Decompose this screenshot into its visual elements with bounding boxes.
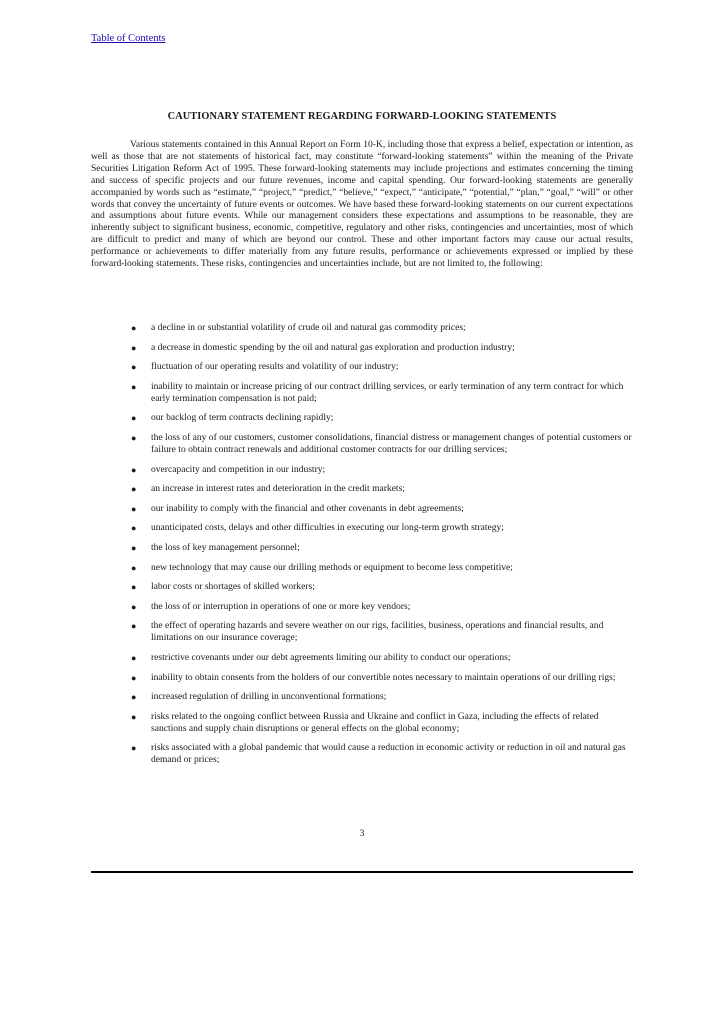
list-item-text: our backlog of term contracts declining rapidly; xyxy=(151,412,334,424)
list-item xyxy=(91,483,633,495)
footer-divider xyxy=(91,871,633,873)
list-item xyxy=(91,691,633,703)
bullet-icon: ● xyxy=(131,692,137,703)
bullet-icon: ● xyxy=(131,743,137,754)
list-item xyxy=(91,562,633,574)
list-item-text: our inability to comply with the financial and other covenants in debt agreements; xyxy=(151,502,464,514)
list-item-text: increased regulation of drilling in unconventional formations; xyxy=(151,691,387,703)
bullet-icon: ● xyxy=(131,711,137,722)
list-item xyxy=(91,542,633,554)
bullet-icon: ● xyxy=(131,381,137,392)
list-item xyxy=(91,711,633,735)
bullet-icon: ● xyxy=(131,621,137,632)
list-item xyxy=(91,342,633,354)
list-item-text: risks related to the ongoing conflict between Russia and Ukraine and conflict in Gaza, including the effects of related sanctions and supply chain disruptions or general effects on the global economy; xyxy=(151,710,599,734)
bullet-icon: ● xyxy=(131,362,137,373)
list-item-text: an increase in interest rates and deterioration in the credit markets; xyxy=(151,483,405,495)
list-item xyxy=(91,601,633,613)
list-item-text: overcapacity and competition in our industry; xyxy=(151,463,326,475)
bullet-icon: ● xyxy=(131,601,137,612)
bullet-icon: ● xyxy=(131,523,137,534)
list-item xyxy=(91,742,633,766)
bullet-icon: ● xyxy=(131,323,137,333)
list-item-text: a decline in or substantial volatility of crude oil and natural gas commodity prices; xyxy=(151,322,466,333)
list-item xyxy=(91,381,633,405)
list-item-text: inability to maintain or increase pricing of our contract drilling services, or early termination of any term contract for which early termination compensation is not paid; xyxy=(151,380,624,404)
bullet-icon: ● xyxy=(131,342,137,353)
list-item-text: a decrease in domestic spending by the oil and natural gas exploration and production industry; xyxy=(151,341,515,353)
risk-factor-list xyxy=(91,322,633,774)
bullet-icon: ● xyxy=(131,432,137,443)
list-item-text: new technology that may cause our drilling methods or equipment to become less competitive; xyxy=(151,561,513,573)
list-item xyxy=(91,503,633,515)
list-item-text: the effect of operating hazards and severe weather on our rigs, facilities, business, operations and financial results, and limitations on our insurance coverage; xyxy=(151,620,604,644)
bullet-icon: ● xyxy=(131,562,137,573)
bullet-icon: ● xyxy=(131,464,137,475)
intro-paragraph: Various statements contained in this Annual Report on Form 10-K, including those that express a belief, expectation or intention, as well as those that are not statements of historical fact, may constitute “forward-looking statements” within the meaning of the Private Securities Litigation Reform Act of 1995. These forward-looking statements may include projections and estimates concerning the timing and success of specific projects and our future revenues, income and capital spending. Our forward-looking statements are generally accompanied by words such as “estimate,” “project,” “predict,” “believe,” “expect,” “anticipate,” “potential,” “plan,” “goal,” “will” or other words that convey the uncertainty of future events or outcomes. We have based these forward-looking statements on our current expectations and assumptions about future events. While our management considers these expectations and assumptions to be reasonable, they are inherently subject to significant business, economic, competitive, regulatory and other risks, contingencies and uncertainties, most of which are difficult to predict and many of which are beyond our control. These and other important factors may cause our actual results, performance or achievements to differ materially from any future results, performance or achievements expressed or implied by these forward-looking statements. These risks, contingencies and uncertainties include, but are not limited to, the following: xyxy=(91,139,633,270)
list-item-text: unanticipated costs, delays and other difficulties in executing our long-term growth strategy; xyxy=(151,522,504,534)
list-item-text: inability to obtain consents from the holders of our convertible notes necessary to maintain operations of our drilling rigs; xyxy=(151,671,616,683)
list-item xyxy=(91,322,633,334)
list-item xyxy=(91,412,633,424)
page-number: 3 xyxy=(359,829,365,839)
list-item xyxy=(91,652,633,664)
bullet-icon: ● xyxy=(131,582,137,593)
bullet-icon: ● xyxy=(131,503,137,514)
list-item xyxy=(91,581,633,593)
list-item-text: the loss of or interruption in operations of one or more key vendors; xyxy=(151,600,411,612)
list-item-text: the loss of key management personnel; xyxy=(151,541,300,553)
list-item xyxy=(91,464,633,476)
list-item-text: fluctuation of our operating results and volatility of our industry; xyxy=(151,361,399,373)
bullet-icon: ● xyxy=(131,652,137,663)
bullet-icon: ● xyxy=(131,672,137,683)
bullet-icon: ● xyxy=(131,542,137,553)
list-item xyxy=(91,432,633,456)
list-item xyxy=(91,672,633,684)
list-item xyxy=(91,522,633,534)
list-item-text: the loss of any of our customers, customer consolidations, financial distress or management changes of potential customers or failure to obtain contract renewals and additional customer contracts for our drilling services; xyxy=(151,431,632,455)
bullet-icon: ● xyxy=(131,484,137,495)
table-of-contents-link[interactable]: Table of Contents xyxy=(91,33,166,44)
list-item xyxy=(91,361,633,373)
bullet-icon: ● xyxy=(131,413,137,424)
list-item-text: risks associated with a global pandemic that would cause a reduction in economic activity or reduction in oil and natural gas demand or prices; xyxy=(151,742,626,766)
section-heading: CAUTIONARY STATEMENT REGARDING FORWARD-LOOKING STATEMENTS xyxy=(167,111,557,122)
list-item xyxy=(91,620,633,644)
list-item-text: labor costs or shortages of skilled workers; xyxy=(151,581,315,593)
list-item-text: restrictive covenants under our debt agreements limiting our ability to conduct our operations; xyxy=(151,651,511,663)
